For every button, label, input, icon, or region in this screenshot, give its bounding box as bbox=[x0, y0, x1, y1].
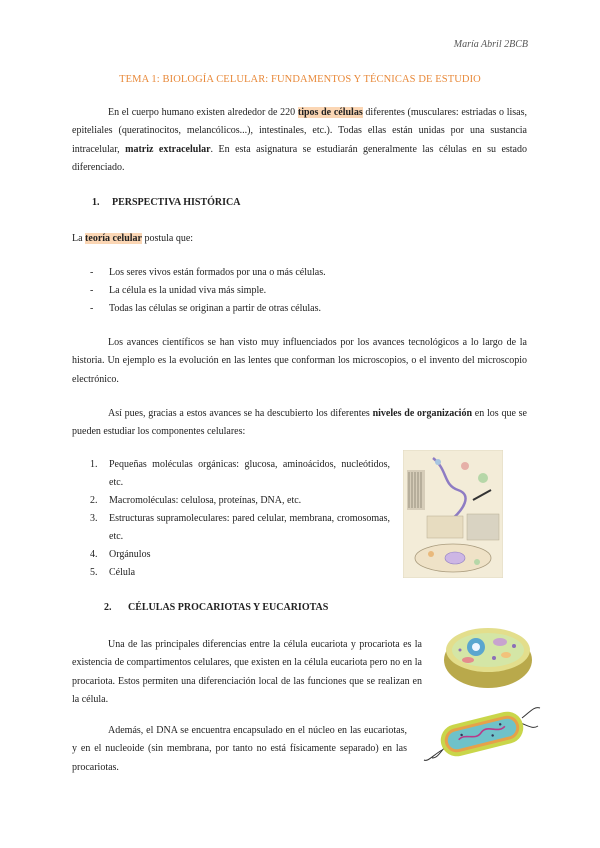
intro-text-2: diferentes (musculares: estriadas o lisas, epiteliales (queratinocitos, melancólicos...), intestinales, etc.). Todas ellas están unidas por una sustancia intracelular, bbox=[72, 107, 527, 155]
list-item: - Los seres vivos están formados por una o más células. bbox=[90, 264, 326, 282]
prokaryotic-cell-illustration bbox=[422, 700, 542, 766]
teoria-text-2: postula que: bbox=[141, 233, 194, 244]
levels-list bbox=[90, 456, 390, 582]
list-item: - Todas las células se originan a partir de otras células. bbox=[90, 300, 326, 318]
avances-paragraph: Los avances científicos se han visto muy influenciados por los avances tecnológicos a lo largo de la historia. Un ejemplo es la evolución en las lentes que conforman los microscopios, o el invento del microscopio electrónico. bbox=[72, 337, 527, 385]
niveles-paragraph bbox=[72, 405, 527, 442]
intro-paragraph bbox=[72, 104, 527, 177]
teoria-paragraph bbox=[72, 230, 527, 248]
teoria-text-1: La bbox=[72, 233, 86, 244]
niveles-text-2: en los que se pueden estudiar los componentes celulares: bbox=[72, 408, 528, 438]
list-item: 4. Orgánulos bbox=[90, 549, 151, 560]
section-title: CÉLULAS PROCARIOTAS Y EUCARIOTAS bbox=[128, 602, 329, 613]
section-title: PERSPECTIVA HISTÓRICA bbox=[112, 197, 241, 208]
bold-matriz-extracelular: matriz extracelular bbox=[125, 143, 211, 155]
list-item: 5. Célula bbox=[90, 567, 136, 578]
list-item: 3. Estructuras supramoleculares: pared celular, membrana, cromosomas, etc. bbox=[90, 513, 390, 542]
niveles-text-1: Así pues, gracias a estos avances se ha descubierto los diferentes bbox=[108, 408, 373, 419]
postulates-list bbox=[90, 264, 326, 318]
section-heading-2 bbox=[104, 602, 328, 613]
intro-text-3: . En esta asignatura se estudiarán generalmente las células en su estado diferenciado. bbox=[72, 143, 527, 173]
eukaryotic-cell-illustration bbox=[440, 620, 536, 692]
page-title: TEMA 1: BIOLOGÍA CELULAR: FUNDAMENTOS Y TÉCNICAS DE ESTUDIO bbox=[119, 74, 481, 85]
list-item: 1. Pequeñas moléculas orgánicas: glucosa, aminoácidos, nucleótidos, etc. bbox=[90, 459, 390, 488]
highlight-tipos-celulas: tipos de células bbox=[297, 107, 363, 118]
diferencias-paragraph: Una de las principales diferencias entre la célula eucariota y procariota es la existencia de compartimentos celulares, que existen en la célula eucariota pero no en la procariota. Estos permiten una diferenciación local de las funciones que se realizan en la célula. bbox=[72, 639, 422, 705]
highlight-teoria-celular: teoría celular bbox=[85, 233, 142, 244]
organization-levels-figure bbox=[403, 450, 503, 578]
author-header: María Abril 2BCB bbox=[453, 39, 528, 50]
list-item: 2. Macromoléculas: celulosa, proteínas, DNA, etc. bbox=[90, 495, 302, 506]
section-heading-1 bbox=[92, 197, 240, 208]
dna-paragraph: Además, el DNA se encuentra encapsulado en el núcleo en las eucariotas, y en el nucleoide (sin membrana, por tanto no está físicamente separado) en las procariotas. bbox=[72, 725, 407, 773]
section-number: 2. bbox=[104, 602, 112, 613]
section-number: 1. bbox=[92, 197, 100, 208]
intro-text-1: En el cuerpo humano existen alrededor de 220 bbox=[108, 107, 298, 118]
list-item: - La célula es la unidad viva más simple. bbox=[90, 282, 326, 300]
bold-niveles-organizacion: niveles de organización bbox=[372, 408, 473, 419]
